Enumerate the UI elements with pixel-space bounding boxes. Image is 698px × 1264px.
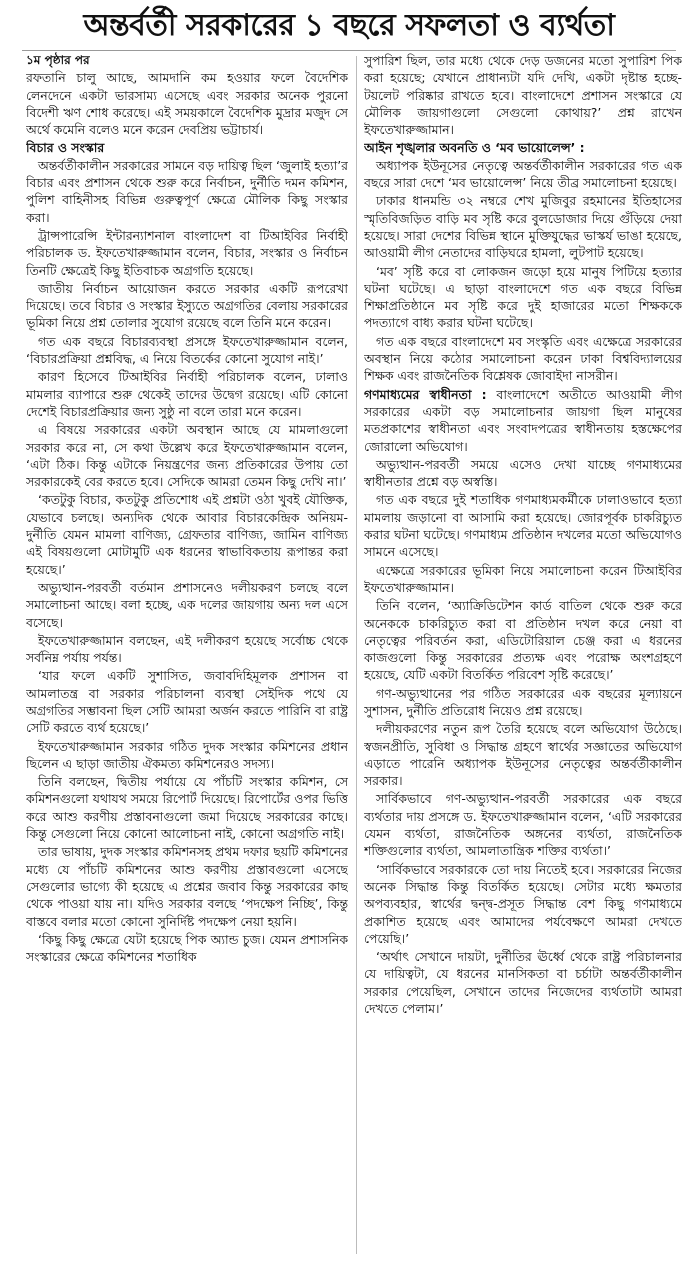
headline-rule xyxy=(22,50,676,51)
right-column xyxy=(364,52,682,1258)
paragraph: ট্রান্সপারেন্সি ইন্টারন্যাশনাল বাংলাদেশ বা টিআইবির নির্বাহী পরিচালক ড. ইফতেখারুজ্জামান বলেন, বিচার, সংস্কার ও নির্বাচন তিনটি ক্ষেত্রেই কিছু ইতিবাচক অগ্রগতি হয়েছে। xyxy=(26,227,348,278)
paragraph: ‘কতটুকু বিচার, কতটুকু প্রতিশোধ এই প্রশ্নটা ওঠা খুবই যৌক্তিক, যেভাবে চলছে। অন্যদিক থেকে আবার বিচারকেন্দ্রিক অনিয়ম-দুর্নীতি যেমন মামলা বাণিজ্য, গ্রেফতার বাণিজ্য, জামিন বাণিজ্য এই বিষয়গুলো মোটামুটি এক ধরনের স্বাভাবিকতায় রূপান্তর করা হয়েছে।’ xyxy=(26,492,348,577)
paragraph: অধ্যাপক ইউনূসের নেতৃত্বে অন্তর্বর্তীকালীন সরকারের গত এক বছরে সারা দেশে ‘মব ভায়োলেন্স’ নিয়ে তীব্র সমালোচনা হয়েছে। xyxy=(364,157,682,191)
paragraph: ইফতেখারুজ্জামান সরকার গঠিত দুদক সংস্কার কমিশনের প্রধান ছিলেন এ ছাড়া জাতীয় ঐকমত্য কমিশনেরও সদস্য। xyxy=(26,738,348,771)
paragraph: গত এক বছরে বিচারব্যবস্থা প্রসঙ্গে ইফতেখারুজ্জামান বলেন, ‘বিচারপ্রক্রিয়া প্রশ্নবিদ্ধ, এ নিয়ে বিতর্কের কোনো সুযোগ নাই।’ xyxy=(26,333,348,367)
paragraph: সার্বিকভাবে গণ-অভ্যুত্থান-পরবর্তী সরকারের এক বছরে ব্যর্থতার দায় প্রসঙ্গে ড. ইফতেখারুজ্জামান বলেন, ‘এটি সরকারের যেমন ব্যর্থতা, রাজনৈতিক অঙ্গনের ব্যর্থতা, রাজনৈতিক শক্তিগুলোর ব্যর্থতা, আমলাতান্ত্রিক শক্তির ব্যর্থতা।’ xyxy=(364,791,682,859)
paragraph: জাতীয় নির্বাচন আয়োজন করতে সরকার একটি রূপরেখা দিয়েছে। তবে বিচার ও সংস্কার ইস্যুতে অগ্রগতির বেলায় সরকারের ভূমিকা নিয়ে প্রশ্ন তোলার সুযোগ রয়েছে বলে তিনি মনে করেন। xyxy=(26,280,348,331)
column-divider xyxy=(356,56,357,1254)
paragraph: ‘সার্বিকভাবে সরকারকে তো দায় নিতেই হবে। সরকারের নিজের অনেক সিদ্ধান্ত কিন্তু বিতর্কিত হয়েছে। সেটার মধ্যে ক্ষমতার অপব্যবহার, স্বার্থের দ্বন্দ্ব-প্রসূত সিদ্ধান্ত বেশ কিছু গণমাধ্যমে প্রকাশিত হয়েছে এবং আমাদের পর্যবেক্ষণে আমরা দেখতে পেয়েছি।’ xyxy=(364,861,682,946)
paragraph-text: বাংলাদেশে অতীতে আওয়ামী লীগ সরকারের একটা বড় সমালোচনার জায়গা ছিল মানুষের মতপ্রকাশের স্বাধীনতা এবং সংবাদপত্রের স্বাধীনতায় হস্তক্ষেপের জোরালো অভিযোগ। xyxy=(364,386,682,454)
paragraph: অভ্যুত্থান-পরবর্তী বর্তমান প্রশাসনেও দলীয়করণ চলছে বলে সমালোচনা আছে। বলা হচ্ছে, এক দলের জায়গায় অন্য দল এসে বসেছে। xyxy=(26,579,348,630)
paragraph: তার ভাষায়, দুদক সংস্কার কমিশনসহ প্রথম দফার ছয়টি কমিশনের মধ্যে যে পাঁচটি কমিশনের আশু করণীয় প্রস্তাবগুলো এসেছে সেগুলোর ভাগ্যে কী হয়েছে এ প্রশ্নের জবাব কিন্তু সরকারের কাছ থেকে পাওয়া যায় না। যদিও সরকার বলছে ‘পদক্ষেপ নিচ্ছি’, কিন্তু বাস্তবে বলার মতো কোনো সুনির্দিষ্ট পদক্ষেপ নেয়া হয়নি। xyxy=(26,844,348,929)
paragraph: অভ্যুত্থান-পরবর্তী সময়ে এসেও দেখা যাচ্ছে গণমাধ্যমের স্বাধীনতার প্রশ্নে বড় অস্বস্তি। xyxy=(364,456,682,490)
paragraph: তিনি বলেন, ‘অ্যাক্রিডিটেশন কার্ড বাতিল থেকে শুরু করে অনেককে চাকরিচ্যুত করা বা প্রতিষ্ঠান দখল করে নেয়া বা নেতৃত্বের পরিবর্তন করা, এডিটোরিয়াল চেঞ্জ করা এ ধরনের কাজগুলো কিন্তু সরকারের প্রত্যক্ষ এবং পরোক্ষ অংশগ্রহণে হয়েছে, যেটি একটা বিতর্কিত পরিবেশ সৃষ্টি করেছে।’ xyxy=(364,598,682,683)
paragraph: ইফতেখারুজ্জামান বলছেন, এই দলীকরণ হয়েছে সর্বোচ্চ থেকে সর্বনিম্ন পর্যায় পর্যন্ত। xyxy=(26,632,348,666)
paragraph-media-freedom xyxy=(364,386,682,455)
subheading-law-order-mob-violence: আইন শৃঙ্খলার অবনতি ও ‘মব ভায়োলেন্স’ : xyxy=(364,140,585,156)
paragraph: এ বিষয়ে সরকারের একটা অবস্থান আছে যে মামলাগুলো সরকার করে না, সে কথা উল্লেখ করে ইফতেখারুজ্জামান বলেন, ‘এটা ঠিক। কিন্তু এটাকে নিয়ন্ত্রণের জন্য প্রতিকারের উপায় তো সরকারকেই বের করতে হবে। সেদিকে আমরা তেমন কিছু দেখি না।’ xyxy=(26,422,348,490)
paragraph: সুপারিশ ছিল, তার মধ্যে থেকে দেড় ডজনের মতো সুপারিশ পিক করা হয়েছে; যেখানে প্রাধান্যটা যদি দেখি, একটা দৃষ্টান্ত হচ্ছে- টয়লেট পরিষ্কার রাখতে হবে। বাংলাদেশে প্রশাসন সংস্কারে যে মৌলিক জায়গাগুলো সেগুলো কোথায়?’ প্রশ্ন রাখেন ইফতেখারুজ্জামান। xyxy=(364,53,682,138)
paragraph: ‘যার ফলে একটি সুশাসিত, জবাবদিহিমূলক প্রশাসন বা আমলাতন্ত্র বা সরকার পরিচালনা ব্যবস্থা সেইদিক পথে যে অগ্রগতির সম্ভাবনা ছিল সেটি আমরা অর্জন করতে পারিনি বা রাষ্ট্র সেটি করতে ব্যর্থ হয়েছে।’ xyxy=(26,668,348,736)
paragraph: গত এক বছরে দুই শতাধিক গণমাধ্যমকর্মীকে ঢালাওভাবে হত্যা মামলায় জড়ানো বা আসামি করা হয়েছে। জোরপূর্বক চাকরিচ্যুত করার ঘটনা ঘটেছে। গণমাধ্যম প্রতিষ্ঠান দখলের মতো অভিযোগও সামনে এসেছে। xyxy=(364,492,682,560)
paragraph: অন্তর্বর্তীকালীন সরকারের সামনে বড় দায়িত্ব ছিল ‘জুলাই হত্যা’র বিচার এবং প্রশাসন থেকে শুরু করে নির্বাচন, দুর্নীতি দমন কমিশন, পুলিশ বাহিনীসহ বিভিন্ন গুরুত্বপূর্ণ ক্ষেত্রে মৌলিক কিছু সংস্কার করা। xyxy=(26,157,348,225)
paragraph: ‘অর্থাৎ সেখানে দায়টা, দুর্নীতির ঊর্ধ্বে থেকে রাষ্ট্র পরিচালনার যে দায়িত্বটা, যে ধরনের মানসিকতা বা চর্চাটা অন্তর্বর্তীকালীন সরকার পেয়েছিল, সেখানে তাদের নিজেদের ব্যর্থতাটা আমরা দেখতে পেলাম।’ xyxy=(364,949,682,1017)
left-column xyxy=(26,52,348,1258)
paragraph: এক্ষেত্রে সরকারের ভূমিকা নিয়ে সমালোচনা করেন টিআইবির ইফতেখারুজ্জামান। xyxy=(364,562,682,595)
paragraph: তিনি বলছেন, দ্বিতীয় পর্যায়ে যে পাঁচটি সংস্কার কমিশন, সে কমিশনগুলো যথাযথ সময়ে রিপোর্ট দিয়েছে। রিপোর্টের ওপর ভিত্তি করে আশু করণীয় প্রস্তাবনাগুলো জমা দিয়েছে সরকারের কাছে। কিন্তু সেগুলো নিয়ে কোনো আলোচনা নাই, কোনো অগ্রগতি নাই। xyxy=(26,774,348,842)
paragraph: কারণ হিসেবে টিআইবির নির্বাহী পরিচালক বলেন, ঢালাও মামলার ব্যাপারে শুরু থেকেই তাদের উদ্বেগ রয়েছে। এটি কোনো দেশেই বিচারপ্রক্রিয়ার জন্য সুষ্ঠু না বলে তারা মনে করেন। xyxy=(26,369,348,419)
subheading-judiciary-reform: বিচার ও সংস্কার xyxy=(26,140,105,156)
paragraph: ঢাকার ধানমন্ডি ৩২ নম্বরে শেখ মুজিবুর রহমানের ইতিহাসের স্মৃতিবিজড়িত বাড়ি মব সৃষ্টি করে বুলডোজার দিয়ে গুঁড়িয়ে দেয়া হয়েছে। সারা দেশের বিভিন্ন স্থানে মুক্তিযুদ্ধের ভাস্কর্য ভাঙা হয়েছে, আওয়ামী লীগ নেতাদের বাড়িঘরে হামলা, লুটপাট হয়েছে। xyxy=(364,193,682,261)
paragraph: ‘মব’ সৃষ্টি করে বা লোকজন জড়ো হয়ে মানুষ পিটিয়ে হত্যার ঘটনা ঘটেছে। এ ছাড়া বাংলাদেশে গত এক বছরে বিভিন্ন শিক্ষাপ্রতিষ্ঠানে মব সৃষ্টি করে দুই হাজারের মতো শিক্ষককে পদত্যাগে বাধ্য করার ঘটনা ঘটেছে। xyxy=(364,263,682,331)
paragraph: গণ-অভ্যুত্থানের পর গঠিত সরকারের এক বছরের মূল্যায়নে সুশাসন, দুর্নীতি প্রতিরোধ নিয়েও প্রশ্ন রয়েছে। xyxy=(364,685,682,718)
paragraph: গত এক বছরে বাংলাদেশে মব সংস্কৃতি এবং এক্ষেত্রে সরকারের অবস্থান নিয়ে কঠোর সমালোচনা করেন ঢাকা বিশ্ববিদ্যালয়ের শিক্ষক এবং রাজনৈতিক বিশ্লেষক জোবাইদা নাসরীন। xyxy=(364,333,682,384)
paragraph: ‘কিছু কিছু ক্ষেত্রে যেটা হয়েছে পিক অ্যান্ড চুজ। যেমন প্রশাসনিক সংস্কারের ক্ষেত্রে কমিশনের শতাধিক xyxy=(26,931,348,965)
continued-from-label: ১ম পৃষ্ঠার পর xyxy=(26,53,90,67)
headline: অন্তর্বর্তী সরকারের ১ বছরে সফলতা ও ব্যর্থতা xyxy=(83,8,615,43)
paragraph: রফতানি চালু আছে, আমদানি কম হওয়ার ফলে বৈদেশিক লেনদেনে একটা ভারসাম্য এসেছে এবং সরকার অনেক পুরনো বিদেশী ঋণ শোধ করেছে। এই সময়কালে বৈদেশিক মুদ্রার মজুদ সে অর্থে কমেনি বলেও মনে করেন দেবপ্রিয় ভট্টাচার্য। xyxy=(26,70,348,138)
paragraph: দলীয়করণের নতুন রূপ তৈরি হয়েছে বলে অভিযোগ উঠেছে। স্বজনপ্রীতি, সুবিধা ও সিদ্ধান্ত গ্রহণে স্বার্থের সজ্ঞাতের অভিযোগ এড়াতে পারেনি অধ্যাপক ইউনূসের নেতৃত্বের অন্তর্বর্তীকালীন সরকার। xyxy=(364,721,682,789)
subheading-media-freedom: গণমাধ্যমের স্বাধীনতা : xyxy=(364,386,487,402)
